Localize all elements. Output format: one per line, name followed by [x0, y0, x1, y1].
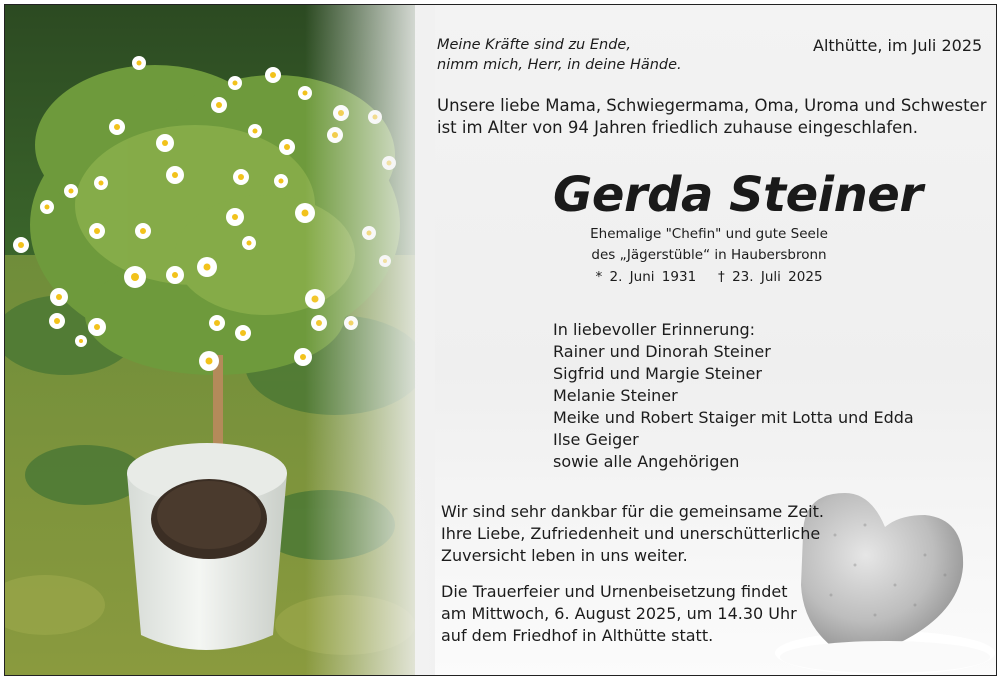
family-member: Meike und Robert Staiger mit Lotta und Edda — [553, 408, 914, 427]
life-dates — [575, 269, 843, 285]
funeral-info — [441, 581, 797, 647]
funeral-line: Die Trauerfeier und Urnenbeisetzung findet — [441, 582, 788, 601]
photo-fade — [305, 5, 435, 675]
description-line: des „Jägerstüble“ in Haubersbronn — [591, 247, 827, 263]
bible-quote — [437, 35, 682, 75]
family-member: Sigfrid und Margie Steiner — [553, 364, 762, 383]
thanks-line: Wir sind sehr dankbar für die gemeinsame Zeit. — [441, 502, 824, 521]
thanks-line: Zuversicht leben in uns weiter. — [441, 546, 688, 565]
funeral-line: am Mittwoch, 6. August 2025, um 14.30 Uhr — [441, 604, 797, 623]
thanks-line: Ihre Liebe, Zufriedenheit und unerschütterliche — [441, 524, 821, 543]
funeral-line: auf dem Friedhof in Althütte statt. — [441, 626, 714, 645]
place-date: Althütte, im Juli 2025 — [813, 36, 983, 55]
description-line: Ehemalige "Chefin" und gute Seele — [590, 226, 828, 242]
deceased-description — [575, 224, 843, 266]
family-list — [553, 319, 914, 473]
family-member: Melanie Steiner — [553, 386, 678, 405]
obituary-card — [4, 4, 997, 676]
birth-date: * 2. Juni 1931 — [595, 269, 697, 285]
intro-line: ist im Alter von 94 Jahren friedlich zuhause eingeschlafen. — [437, 118, 919, 137]
family-member: Rainer und Dinorah Steiner — [553, 342, 771, 361]
family-heading: In liebevoller Erinnerung: — [553, 320, 755, 339]
family-member: sowie alle Angehörigen — [553, 452, 740, 471]
intro-text — [437, 95, 987, 139]
quote-line: nimm mich, Herr, in deine Hände. — [437, 57, 682, 73]
intro-line: Unsere liebe Mama, Schwiegermama, Oma, Uroma und Schwester — [437, 96, 987, 115]
thanks-text — [441, 501, 824, 567]
family-member: Ilse Geiger — [553, 430, 639, 449]
quote-line: Meine Kräfte sind zu Ende, — [437, 37, 631, 53]
death-date: † 23. Juli 2025 — [718, 269, 823, 285]
deceased-name: Gerda Steiner — [553, 167, 923, 223]
